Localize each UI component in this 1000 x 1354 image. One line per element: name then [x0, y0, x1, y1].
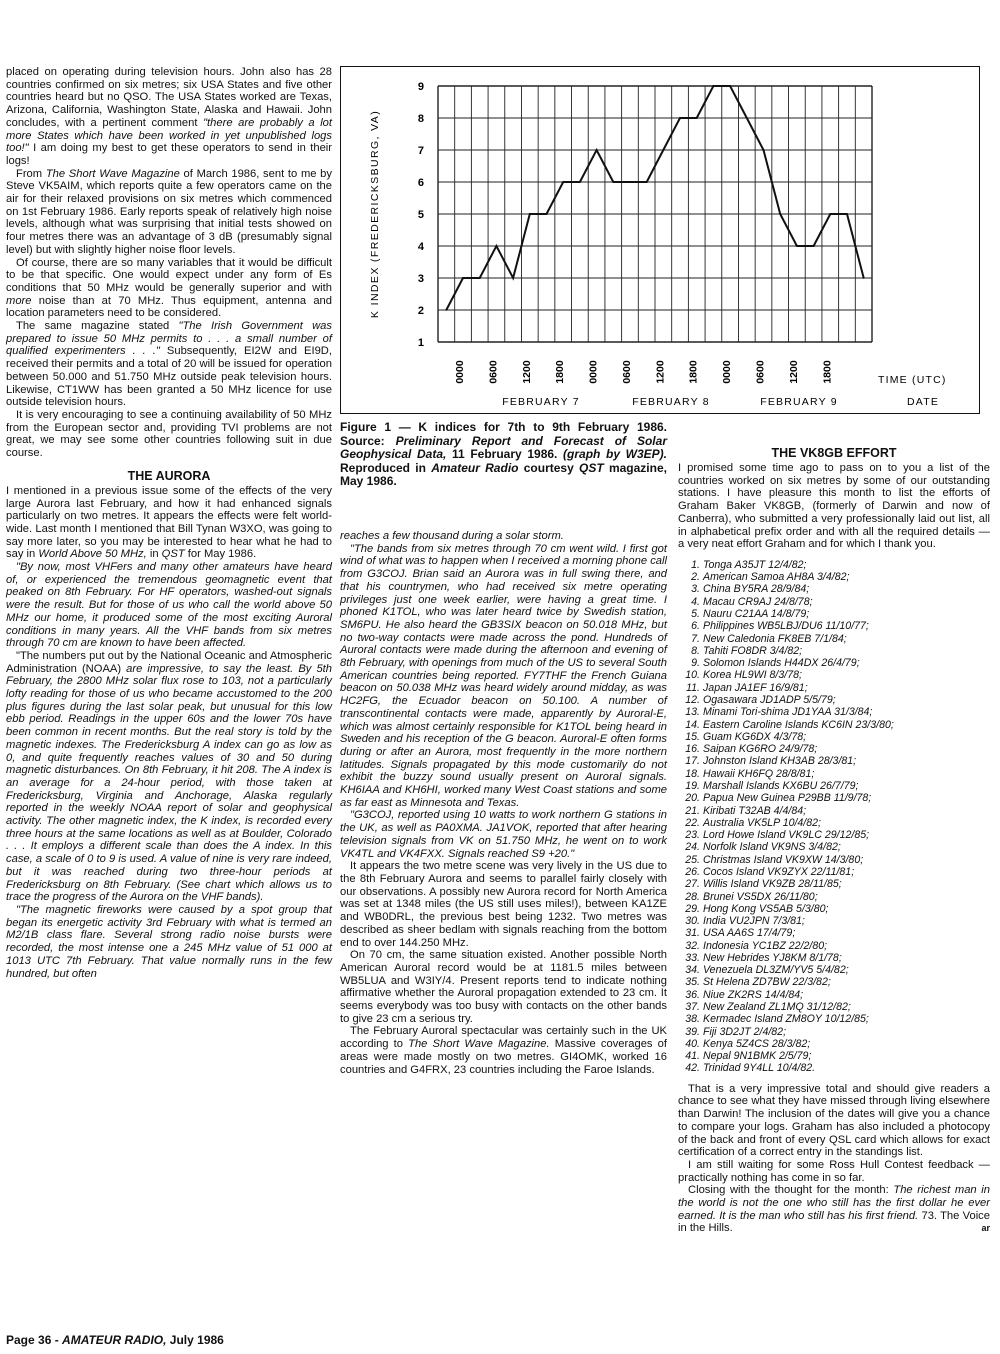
list-item-number: 8.	[691, 644, 700, 657]
list-item-text: New Hebrides YJ8KM 8/1/78;	[703, 951, 842, 964]
list-item-text: Lord Howe Island VK9LC 29/12/85;	[703, 829, 870, 842]
list-item-text: Guam KG6DX 4/3/78;	[703, 730, 807, 743]
data-point	[696, 117, 698, 119]
footer-page-number: Page 36 -	[6, 1333, 63, 1347]
list-item-text: Japan JA1EF 16/9/81;	[703, 681, 808, 694]
paragraph: From The Short Wave Magazine of March 1986, sent to me by Steve VK5AIM, which reports quite a few operators came on the air for their relaxed provisions on six metres which commenced on 1st February 1986. Early reports speak of relatively high noise levels, although what was surprising that initial tests showed on four metres there was an advantage of 3 dB (presumably signal level) but with slightly higher noise floor levels.	[6, 167, 332, 256]
list-item	[678, 1038, 990, 1050]
data-point	[746, 117, 748, 119]
list-item-text: Johnston Island KH3AB 28/3/81;	[703, 755, 857, 768]
data-point	[596, 149, 598, 151]
list-item-text: Venezuela DL3ZM/YV5 5/4/82;	[703, 964, 849, 977]
data-point	[863, 277, 865, 279]
list-item-text: St Helena ZD7BW 22/3/82;	[703, 976, 831, 989]
list-item-number: 11.	[686, 681, 700, 694]
list-item-number: 17.	[685, 755, 700, 768]
quote-paragraph: "The bands from six metres through 70 cm went wild. I first got wind of what was to happen when I received a morning phone call from G3COJ. Brian said an Aurora was in full swing there, and that his countrymen, who had received six metre operating privileges just one week earlier, were having a great time. I phoned K1TOL, who was later heard twice by Swedish station, SM6PU. He also heard the GB3SIX beacon on 50.018 MHz, but no two-way contacts were made across the pond. Hundreds of Auroral contacts were made during the afternoon and evening of 8th February, with openings from much of the US to several South American countries being reported. FY7THF the French Guiana beacon on 50.038 MHz was heard widely around midday, as was HC2FG, the Ecuador beacon on 50.100. A number of transcontinental contacts were made, apparently by Auroral-E, which was almost certainly responsible for K1TOL being heard in Sweden and his reception of the G beacon. Auroral-E often forms during or after an Aurora, most frequently in the more northern latitudes. Signals propagated by this mode customarily do not exhibit the buzzy sound usually present on Auroral signals. KH6IAA and KH6HI, worked many West Coast stations and some as far east as Minnesota and Texas.	[340, 542, 667, 809]
y-tick-label: 9	[417, 81, 424, 93]
countries-list	[678, 559, 990, 1075]
list-item-number: 28.	[685, 890, 700, 903]
list-item-text: Saipan KG6RO 24/9/78;	[703, 743, 818, 756]
x-tick-label: 0600	[621, 360, 633, 384]
list-item	[678, 817, 990, 829]
list-item-text: Hawaii KH6FQ 28/8/81;	[703, 767, 815, 780]
data-point	[679, 117, 681, 119]
list-item-text: India VU2JPN 7/3/81;	[703, 915, 805, 928]
list-item-text: Nauru C21AA 14/8/79;	[703, 608, 810, 621]
column-middle	[340, 530, 667, 1076]
list-item	[678, 1026, 990, 1038]
list-item-number: 21.	[685, 804, 700, 817]
list-item-text: Nepal 9N1BMK 2/5/79;	[703, 1050, 812, 1063]
list-item-text: Trinidad 9Y4LL 10/4/82.	[703, 1062, 816, 1075]
chart-svg	[341, 67, 978, 412]
list-item	[678, 964, 990, 976]
list-item-text: Hong Kong VS5AB 5/3/80;	[703, 902, 829, 915]
list-item	[678, 805, 990, 817]
x-tick-label: 1200	[787, 360, 800, 384]
list-item-number: 3.	[691, 583, 700, 596]
list-item	[678, 743, 990, 755]
footer-magazine: AMATEUR RADIO,	[62, 1333, 167, 1347]
paragraph: That is a very impressive total and should give readers a chance to see what they have missed through living elsewhere than Darwin! The inclusion of the dates will give you a chance to compare your logs. Graham has also included a photocopy of the back and front of every QSL card which allows for exact certification of a correct entry in the standings list.	[678, 1082, 990, 1159]
list-item-number: 4.	[691, 595, 700, 608]
date-group-label: FEBRUARY 9	[760, 396, 838, 408]
list-item-number: 13.	[685, 706, 700, 719]
list-item	[678, 829, 990, 841]
list-item-number: 23.	[685, 829, 700, 842]
list-item-text: Norfolk Island VK9NS 3/4/82;	[703, 841, 841, 854]
data-point	[796, 245, 798, 247]
data-point	[779, 213, 781, 215]
list-item-number: 42.	[685, 1062, 700, 1075]
paragraph: The February Auroral spectacular was certainly such in the UK according to The Short Wave Magazine. Massive coverages of areas were made mostly on two metres. GI4OMK, worked 16 countries and G4FRX, 23 countries including the Faroe Islands.	[340, 1025, 667, 1076]
end-mark: ar	[981, 1223, 990, 1234]
data-point	[729, 85, 731, 87]
list-item-number: 25.	[685, 853, 700, 866]
list-item-number: 27.	[685, 878, 700, 891]
list-item	[678, 583, 990, 595]
x-tick-label: 0600	[487, 360, 500, 384]
grid-layer	[438, 86, 872, 342]
list-item-text: Niue ZK2RS 14/4/84;	[703, 988, 804, 1001]
data-point	[646, 181, 648, 183]
list-item-text: Kermadec Island ZM8OY 10/12/85;	[703, 1013, 869, 1026]
quote-paragraph: "By now, most VHFers and many other amateurs have heard of, or experienced the tremendous geomagnetic event that peaked on 8th February. For HF operators, washed-out signals were the result. But for those of us who call the world above 50 MHz our home, it produced some of the most exciting Auroral conditions in many years. All the VHF bands from six metres through 70 cm are known to have been affected.	[6, 561, 332, 650]
quote-paragraph: reaches a few thousand during a solar storm.	[340, 530, 564, 542]
list-item	[678, 596, 990, 608]
y-tick-label: 8	[417, 113, 424, 125]
list-item	[678, 792, 990, 804]
list-item-number: 14.	[685, 718, 700, 731]
page-footer	[6, 1333, 224, 1347]
list-item	[678, 1050, 990, 1062]
list-item	[678, 1001, 990, 1013]
list-item-text: Ogasawara JD1ADP 5/5/79;	[703, 694, 836, 707]
list-item-text: Tonga A35JT 12/4/82;	[703, 558, 807, 571]
list-item-text: Willis Island VK9ZB 28/11/85;	[703, 878, 842, 891]
paragraph: I promised some time ago to pass on to you a list of the countries worked on six metres by some of our outstanding stations. I have pleasure this month to list the efforts of Graham Baker VK8GB, (formerly of Darwin and now of Canberra), who submitted a very professionally laid out list, all in alphabetical prefix order and with all the required details — a very neat effort Graham and for which I thank you.	[678, 462, 990, 551]
list-item-text: Christmas Island VK9XW 14/3/80;	[703, 853, 864, 866]
data-point	[496, 245, 498, 247]
list-item	[678, 669, 990, 681]
list-item-text: Papua New Guinea P29BB 11/9/78;	[703, 792, 872, 805]
date-group-label: FEBRUARY 8	[632, 396, 710, 408]
list-item	[678, 657, 990, 669]
x-tick-label: 1200	[654, 360, 667, 384]
y-tick-label: 2	[417, 305, 424, 317]
list-item-text: Tahiti FO8DR 3/4/82;	[703, 644, 803, 657]
list-item	[678, 645, 990, 657]
list-item-number: 38.	[685, 1013, 700, 1026]
y-axis-label: K INDEX (FREDERICKSBURG, VA)	[369, 109, 381, 319]
x-tick-label: 1200	[520, 360, 533, 384]
list-item-text: Macau CR9AJ 24/8/78;	[703, 595, 813, 608]
list-item-text: Indonesia YC1BZ 22/2/80;	[703, 939, 828, 952]
y-tick-label: 7	[417, 145, 424, 157]
x-tick-label: 0000	[587, 360, 600, 384]
list-item-text: New Zealand ZL1MQ 31/12/82;	[703, 1001, 851, 1014]
data-point	[562, 181, 564, 183]
paragraph: placed on operating during television hours. John also has 28 countries confirmed on six metres; six USA States and five other countries heard but no QSO. The USA States worked are Texas, Arizona, California, Washington State, Alaska and Hawaii. John concludes, with a pertinent comment "there are probably a lot more States which have been worked in yet unpublished logs too!" I am doing my best to get these operators to send in their logs!	[6, 66, 333, 167]
data-point	[763, 149, 765, 151]
data-point	[713, 85, 715, 87]
x-tick-label: 0000	[454, 360, 466, 384]
data-point	[612, 181, 614, 183]
section-heading-vk8gb: THE VK8GB EFFORT	[771, 446, 897, 460]
list-item-text: Marshall Islands KX6BU 26/7/79;	[703, 779, 859, 792]
x-tick-label: 1800	[821, 360, 834, 384]
figure-k-index-chart	[340, 66, 980, 414]
list-item-text: USA AA6S 17/4/79;	[703, 927, 796, 940]
list-item	[678, 780, 990, 792]
list-item-number: 15.	[685, 730, 700, 743]
list-item	[678, 731, 990, 743]
data-point	[445, 309, 447, 311]
list-item-text: Australia VK5LP 10/4/82;	[703, 816, 821, 829]
list-item-number: 9.	[691, 657, 700, 670]
quote-paragraph: "G3COJ, reported using 10 watts to work northern G stations in the UK, as well as PA0XMA. JA1VOK, reported that after hearing television signals from VK on 51.750 MHz, he went on to work VK4TL and VK4FXX. Signals reached S9 +20."	[340, 809, 667, 860]
paragraph: I mentioned in a previous issue some of the effects of the very large Aurora last February, and how it had enhanced signals particularly on two metres. It appears the effects were felt world-wide. Last month I mentioned that Bill Tynan W3XO, was going to say more later, so you may be interested to hear what he had to say in World Above 50 MHz, in QST for May 1986.	[6, 484, 332, 561]
paragraph: Closing with the thought for the month: The richest man in the world is not the one who still has the first dollar he ever earned. It is the man who still has his first friend. 73. The Voice in the Hills. ar	[678, 1184, 990, 1235]
data-point	[629, 181, 631, 183]
list-item	[678, 682, 990, 694]
list-item-number: 34.	[685, 964, 700, 977]
quote-paragraph: "The numbers put out by the National Oceanic and Atmospheric Administration (NOAA) are impressive, to say the least. By 5th February, the 2800 MHz solar flux rose to 103, not a particularly lofty reading for those of us who became accustomed to the 200 plus figures during the last solar peak, but unusual for this low ebb period. Readings in the upper 60s and the lower 70s have been common in recent months. But the real story is told by the magnetic indexes. The Fredericksburg A index can go as low as 0, and quite frequently reaches values of 30 and 50 during magnetic disturbances. On 8th February, it hit 208. The A index is an average for a 24-hour period, with those taken at Fredericksburg, Virginia and Anchorage, Alaska regularly reported in the weekly NOAA report of solar and geophysical activity. The other magnetic index, the K index, is recorded every three hours at the same locations as well as at Boulder, Colorado . . . It employs a different scale than does the A index. In this case, a scale of 0 to 9 is used. A value of nine is very rare indeed, but it was reached during two three-hour periods at Fredericksburg on 8th February. (See chart which allows us to trace the progress of the Aurora on the VHF bands).	[6, 649, 332, 904]
x-tick-label: 0600	[754, 360, 767, 384]
list-item-number: 6.	[691, 620, 700, 633]
list-item	[678, 719, 990, 731]
list-item-text: China BY5RA 28/9/84;	[703, 583, 810, 596]
list-item-number: 7.	[691, 632, 700, 645]
list-item-number: 39.	[685, 1025, 700, 1038]
list-item-number: 5.	[691, 608, 700, 621]
figure-caption: Figure 1 — K indices for 7th to 9th February 1986. Source: Preliminary Report and Forecast of Solar Geophysical Data, 11 February 1986. (graph by W3EP). Reproduced in Amateur Radio courtesy QST magazine, May 1986.	[340, 420, 668, 489]
x-axis-label: TIME (UTC)	[878, 374, 947, 386]
list-item	[678, 608, 990, 620]
paragraph: On 70 cm, the same situation existed. Another possible North American Auroral record would be at 1181.5 miles between WB5LUA and W3IY/4. Present reports tend to indicate nothing affirmative whether the Auroral propagation extended to 23 cm. It seems everybody was too busy with contacts on the other bands to give 23 cm a serious try.	[340, 949, 667, 1025]
list-item-text: New Caledonia FK8EB 7/1/84;	[703, 632, 847, 645]
list-item	[678, 633, 990, 645]
list-item-text: Eastern Caroline Islands KC6IN 23/3/80;	[703, 718, 894, 731]
paragraph: I am still waiting for some Ross Hull Contest feedback — practically nothing has come in so far.	[678, 1158, 990, 1184]
date-group-label: FEBRUARY 7	[502, 396, 580, 408]
data-point	[813, 245, 815, 247]
list-item-number: 32.	[685, 939, 700, 952]
y-tick-label: 5	[417, 209, 424, 221]
data-point	[479, 277, 481, 279]
list-item	[678, 620, 990, 632]
data-point	[529, 213, 531, 215]
data-point	[579, 181, 581, 183]
list-item-number: 30.	[685, 915, 700, 928]
list-item-text: American Samoa AH8A 3/4/82;	[703, 571, 850, 584]
list-item	[678, 571, 990, 583]
paragraph: It is very encouraging to see a continuing availability of 50 MHz from the European sector and, providing TVI problems are not great, we may see some other countries following suit in due course.	[6, 408, 332, 460]
list-item-text: Cocos Island VK9ZYX 22/11/81;	[703, 865, 855, 878]
list-item-number: 33.	[685, 951, 700, 964]
quote-paragraph: "The magnetic fireworks were caused by a spot group that began its energetic activity 3rd February with what is termed an M2/1B class flare. Several strong radio noise bursts were recorded, the most intense one a 245 MHz value of 51 000 at 1013 UTC 7th February. That value normally runs in the few hundred, but often	[6, 904, 332, 980]
y-tick-label: 1	[417, 337, 424, 349]
list-item	[678, 1013, 990, 1025]
label-layer	[369, 81, 947, 408]
y-tick-label: 6	[417, 177, 424, 189]
section-heading-aurora: THE AURORA	[127, 468, 211, 483]
list-item-number: 20.	[685, 792, 700, 805]
list-item-number: 40.	[685, 1037, 700, 1050]
list-item-text: Korea HL9WI 8/3/78;	[703, 669, 802, 682]
list-item-number: 19.	[685, 779, 700, 792]
list-item-number: 10.	[685, 669, 700, 682]
list-item	[678, 755, 990, 767]
list-item	[678, 891, 990, 903]
data-point	[662, 149, 664, 151]
list-item-number: 41.	[685, 1050, 700, 1063]
list-item-text: Kenya 5Z4CS 28/3/82;	[703, 1037, 811, 1050]
list-item-number: 16.	[685, 743, 700, 756]
paragraph: Of course, there are so many variables that it would be difficult to be that specific. One would expect under any form of Es conditions that 50 MHz would be generally superior and with more noise than at 70 MHz. Thus equipment, antenna and location parameters need to be considered.	[6, 256, 332, 320]
list-item-number: 1.	[691, 558, 700, 571]
list-item	[678, 976, 990, 988]
list-item-text: Fiji 3D2JT 2/4/82;	[703, 1025, 787, 1038]
list-item-number: 29.	[685, 902, 700, 915]
list-item-number: 12.	[685, 694, 700, 707]
list-item-number: 2.	[691, 571, 700, 584]
list-item	[678, 559, 990, 571]
data-point	[462, 277, 464, 279]
list-item	[678, 952, 990, 964]
list-item-text: Minami Tori-shima JD1YAA 31/3/84;	[703, 706, 873, 719]
data-point	[546, 213, 548, 215]
list-item	[678, 854, 990, 866]
list-item-number: 26.	[685, 865, 700, 878]
list-item	[678, 841, 990, 853]
column-left	[6, 66, 332, 980]
list-item-text: Kiribati T32AB 4/4/84;	[703, 804, 807, 817]
list-item	[678, 694, 990, 706]
footer-date: July 1986	[166, 1333, 224, 1347]
list-item	[678, 768, 990, 780]
list-item-text: Brunei VS5DX 26/11/80;	[703, 890, 818, 903]
list-item-number: 36.	[685, 988, 700, 1001]
data-point	[512, 277, 514, 279]
x-tick-label: 0000	[721, 360, 734, 384]
list-item	[678, 940, 990, 952]
list-item	[678, 989, 990, 1001]
list-item-text: Solomon Islands H44DX 26/4/79;	[703, 657, 860, 670]
x-tick-label: 1800	[687, 360, 700, 384]
data-point	[829, 213, 831, 215]
x-tick-label: 1800	[554, 360, 567, 384]
date-axis-label: DATE	[907, 396, 940, 408]
column-right	[678, 446, 990, 1235]
list-item-number: 24.	[685, 841, 700, 854]
list-item	[678, 903, 990, 915]
list-item-number: 35.	[685, 976, 700, 989]
list-item	[678, 878, 990, 890]
list-item-number: 22.	[685, 816, 700, 829]
paragraph: It appears the two metre scene was very lively in the US due to the 8th February Aurora and seems to parallel fairly closely with our observations. A possibly new Aurora record for North America was set at 1348 miles (the US still uses miles!), between KA1ZE and WB0DRL, the previous best being 1232. Two metres was described as sheer bedlam with signals reaching from the bottom end to over 144.250 MHz.	[340, 860, 667, 949]
y-tick-label: 4	[417, 241, 424, 253]
list-item	[678, 927, 990, 939]
list-item	[678, 706, 990, 718]
paragraph: The same magazine stated "The Irish Government was prepared to issue 50 MHz permits to . . . a small number of qualified experimenters . . ." Subsequently, EI2W and EI9D, received their permits and a total of 20 will be issued for operation between 50.000 and 51.750 MHz outside peak television hours. Likewise, CT1WW has been granted a 50 MHz licence for use outside television hours.	[6, 320, 332, 409]
list-item	[678, 915, 990, 927]
list-item	[678, 1062, 990, 1074]
list-item-number: 37.	[685, 1001, 700, 1014]
list-item-number: 18.	[685, 767, 700, 780]
list-item	[678, 866, 990, 878]
data-point	[846, 213, 848, 215]
y-tick-label: 3	[417, 273, 424, 285]
list-item-number: 31.	[685, 927, 700, 940]
list-item-text: Philippines WB5LBJ/DU6 11/10/77;	[703, 620, 869, 633]
